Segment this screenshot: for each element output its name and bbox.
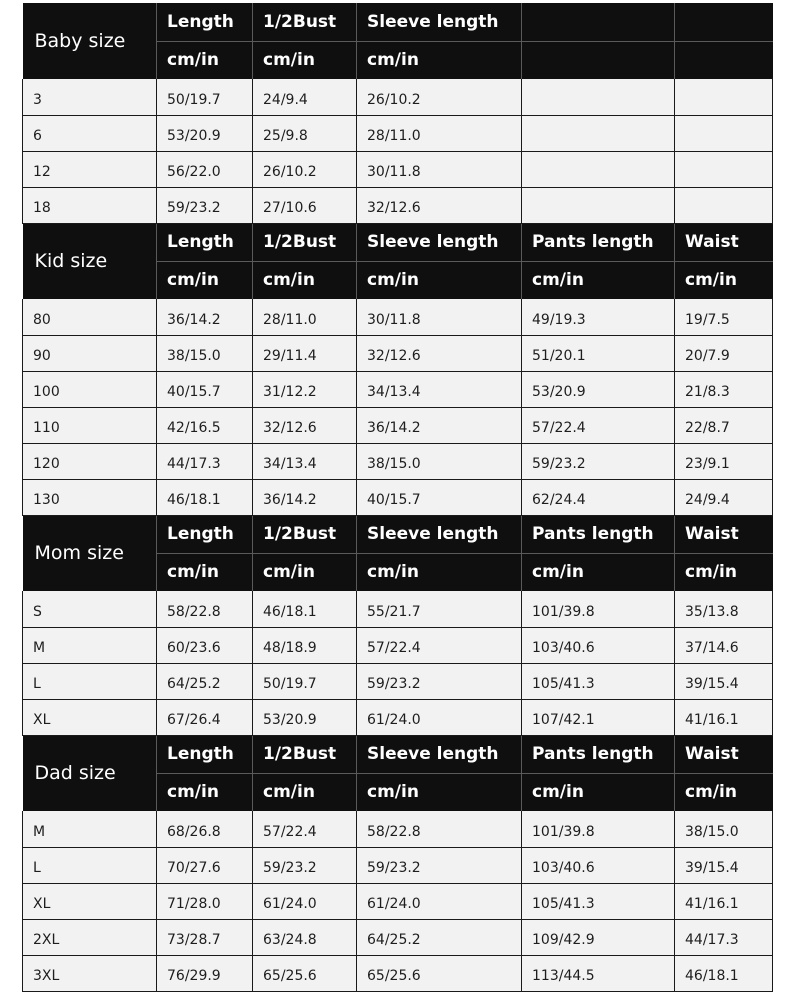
measurement-cell: 57/22.4 <box>357 627 522 663</box>
unit-header: cm/in <box>522 553 675 591</box>
measurement-cell: 36/14.2 <box>253 479 357 515</box>
measurement-cell: 51/20.1 <box>522 335 675 371</box>
size-label-cell: 3 <box>23 79 157 115</box>
measurement-cell: 29/11.4 <box>253 335 357 371</box>
unit-header: cm/in <box>357 261 522 299</box>
measurement-cell: 21/8.3 <box>675 371 773 407</box>
measurement-cell: 19/7.5 <box>675 299 773 335</box>
measurement-cell: 76/29.9 <box>157 955 253 991</box>
measurement-cell: 61/24.0 <box>253 883 357 919</box>
column-header: 1/2Bust <box>253 735 357 773</box>
measurement-cell <box>522 115 675 151</box>
measurement-cell <box>675 187 773 223</box>
unit-header: cm/in <box>675 773 773 811</box>
measurement-cell: 34/13.4 <box>357 371 522 407</box>
size-chart-table <box>22 3 773 992</box>
measurement-cell <box>522 151 675 187</box>
measurement-cell: 30/11.8 <box>357 151 522 187</box>
table-row <box>23 663 773 699</box>
table-row <box>23 79 773 115</box>
column-header: Sleeve length <box>357 515 522 553</box>
table-row <box>23 335 773 371</box>
size-label-cell: 6 <box>23 115 157 151</box>
measurement-cell: 40/15.7 <box>357 479 522 515</box>
measurement-cell: 38/15.0 <box>157 335 253 371</box>
measurement-cell <box>522 187 675 223</box>
unit-header: cm/in <box>253 553 357 591</box>
measurement-cell: 50/19.7 <box>253 663 357 699</box>
size-label-cell: 2XL <box>23 919 157 955</box>
table-row <box>23 847 773 883</box>
column-header: 1/2Bust <box>253 515 357 553</box>
table-row <box>23 919 773 955</box>
size-label-cell: L <box>23 663 157 699</box>
measurement-cell: 55/21.7 <box>357 591 522 627</box>
column-header: Waist <box>675 223 773 261</box>
table-row <box>23 883 773 919</box>
measurement-cell: 37/14.6 <box>675 627 773 663</box>
unit-header: cm/in <box>522 773 675 811</box>
measurement-cell: 38/15.0 <box>357 443 522 479</box>
measurement-cell: 24/9.4 <box>675 479 773 515</box>
measurement-cell: 31/12.2 <box>253 371 357 407</box>
measurement-cell: 39/15.4 <box>675 663 773 699</box>
table-row <box>23 371 773 407</box>
table-row <box>23 699 773 735</box>
measurement-cell: 28/11.0 <box>357 115 522 151</box>
column-header: 1/2Bust <box>253 223 357 261</box>
measurement-cell <box>522 79 675 115</box>
measurement-cell: 62/24.4 <box>522 479 675 515</box>
column-header: Pants length <box>522 515 675 553</box>
table-row <box>23 187 773 223</box>
size-label-cell: 80 <box>23 299 157 335</box>
measurement-cell: 105/41.3 <box>522 663 675 699</box>
column-header: Length <box>157 223 253 261</box>
measurement-cell: 61/24.0 <box>357 699 522 735</box>
table-row <box>23 151 773 187</box>
measurement-cell: 40/15.7 <box>157 371 253 407</box>
measurement-cell: 65/25.6 <box>357 955 522 991</box>
size-chart-body <box>23 3 773 991</box>
measurement-cell: 34/13.4 <box>253 443 357 479</box>
column-header: Waist <box>675 735 773 773</box>
measurement-cell: 58/22.8 <box>157 591 253 627</box>
measurement-cell: 36/14.2 <box>157 299 253 335</box>
measurement-cell: 59/23.2 <box>357 847 522 883</box>
unit-header: cm/in <box>253 261 357 299</box>
measurement-cell: 101/39.8 <box>522 591 675 627</box>
measurement-cell: 70/27.6 <box>157 847 253 883</box>
measurement-cell: 20/7.9 <box>675 335 773 371</box>
measurement-cell: 105/41.3 <box>522 883 675 919</box>
unit-header: cm/in <box>157 553 253 591</box>
measurement-cell: 46/18.1 <box>253 591 357 627</box>
column-header <box>675 3 773 41</box>
measurement-cell: 60/23.6 <box>157 627 253 663</box>
measurement-cell: 107/42.1 <box>522 699 675 735</box>
unit-header: cm/in <box>357 773 522 811</box>
table-row <box>23 591 773 627</box>
measurement-cell <box>675 115 773 151</box>
measurement-cell: 38/15.0 <box>675 811 773 847</box>
measurement-cell: 39/15.4 <box>675 847 773 883</box>
size-label-cell: S <box>23 591 157 627</box>
size-label-cell: M <box>23 627 157 663</box>
measurement-cell: 25/9.8 <box>253 115 357 151</box>
measurement-cell: 32/12.6 <box>357 335 522 371</box>
unit-header: cm/in <box>357 553 522 591</box>
unit-header: cm/in <box>253 41 357 79</box>
unit-header: cm/in <box>522 261 675 299</box>
size-label-cell: XL <box>23 883 157 919</box>
measurement-cell: 71/28.0 <box>157 883 253 919</box>
measurement-cell: 27/10.6 <box>253 187 357 223</box>
table-row <box>23 115 773 151</box>
measurement-cell: 53/20.9 <box>522 371 675 407</box>
measurement-cell: 59/23.2 <box>357 663 522 699</box>
measurement-cell: 103/40.6 <box>522 847 675 883</box>
measurement-cell: 56/22.0 <box>157 151 253 187</box>
unit-header <box>675 41 773 79</box>
measurement-cell: 59/23.2 <box>253 847 357 883</box>
column-header: Sleeve length <box>357 735 522 773</box>
measurement-cell: 22/8.7 <box>675 407 773 443</box>
size-label-cell: L <box>23 847 157 883</box>
size-label-cell: 130 <box>23 479 157 515</box>
measurement-cell: 58/22.8 <box>357 811 522 847</box>
table-row <box>23 443 773 479</box>
measurement-cell: 109/42.9 <box>522 919 675 955</box>
column-header: Pants length <box>522 223 675 261</box>
measurement-cell: 44/17.3 <box>675 919 773 955</box>
measurement-cell: 67/26.4 <box>157 699 253 735</box>
size-label-cell: 120 <box>23 443 157 479</box>
measurement-cell: 101/39.8 <box>522 811 675 847</box>
table-row <box>23 479 773 515</box>
unit-header: cm/in <box>253 773 357 811</box>
baby-size-header-row <box>23 3 773 41</box>
unit-header: cm/in <box>157 261 253 299</box>
measurement-cell: 30/11.8 <box>357 299 522 335</box>
column-header: Length <box>157 515 253 553</box>
measurement-cell: 63/24.8 <box>253 919 357 955</box>
table-row <box>23 299 773 335</box>
measurement-cell: 53/20.9 <box>157 115 253 151</box>
measurement-cell: 46/18.1 <box>157 479 253 515</box>
size-label-cell: 12 <box>23 151 157 187</box>
size-label-cell: 100 <box>23 371 157 407</box>
measurement-cell <box>675 79 773 115</box>
size-chart <box>22 3 772 992</box>
size-label-cell: 18 <box>23 187 157 223</box>
measurement-cell: 24/9.4 <box>253 79 357 115</box>
column-header <box>522 3 675 41</box>
measurement-cell: 53/20.9 <box>253 699 357 735</box>
measurement-cell: 59/23.2 <box>157 187 253 223</box>
measurement-cell: 44/17.3 <box>157 443 253 479</box>
unit-header: cm/in <box>157 773 253 811</box>
size-label-cell: XL <box>23 699 157 735</box>
mom-size-header-row <box>23 515 773 553</box>
measurement-cell: 26/10.2 <box>357 79 522 115</box>
unit-header: cm/in <box>357 41 522 79</box>
measurement-cell: 41/16.1 <box>675 883 773 919</box>
unit-header: cm/in <box>157 41 253 79</box>
measurement-cell: 57/22.4 <box>253 811 357 847</box>
measurement-cell: 32/12.6 <box>253 407 357 443</box>
measurement-cell: 26/10.2 <box>253 151 357 187</box>
table-row <box>23 627 773 663</box>
unit-header <box>522 41 675 79</box>
column-header: Sleeve length <box>357 3 522 41</box>
section-title: Dad size <box>23 735 157 811</box>
column-header: Length <box>157 3 253 41</box>
measurement-cell: 64/25.2 <box>157 663 253 699</box>
column-header: Pants length <box>522 735 675 773</box>
measurement-cell: 36/14.2 <box>357 407 522 443</box>
section-title: Baby size <box>23 3 157 79</box>
measurement-cell: 65/25.6 <box>253 955 357 991</box>
table-row <box>23 811 773 847</box>
size-label-cell: M <box>23 811 157 847</box>
kid-size-header-row <box>23 223 773 261</box>
section-title: Kid size <box>23 223 157 299</box>
measurement-cell: 73/28.7 <box>157 919 253 955</box>
measurement-cell: 50/19.7 <box>157 79 253 115</box>
measurement-cell: 48/18.9 <box>253 627 357 663</box>
column-header: Waist <box>675 515 773 553</box>
unit-header: cm/in <box>675 261 773 299</box>
size-label-cell: 3XL <box>23 955 157 991</box>
measurement-cell: 46/18.1 <box>675 955 773 991</box>
unit-header: cm/in <box>675 553 773 591</box>
measurement-cell: 41/16.1 <box>675 699 773 735</box>
table-row <box>23 955 773 991</box>
section-title: Mom size <box>23 515 157 591</box>
measurement-cell: 61/24.0 <box>357 883 522 919</box>
measurement-cell: 64/25.2 <box>357 919 522 955</box>
measurement-cell: 32/12.6 <box>357 187 522 223</box>
measurement-cell: 113/44.5 <box>522 955 675 991</box>
column-header: 1/2Bust <box>253 3 357 41</box>
table-row <box>23 407 773 443</box>
measurement-cell: 28/11.0 <box>253 299 357 335</box>
measurement-cell <box>675 151 773 187</box>
column-header: Length <box>157 735 253 773</box>
size-label-cell: 110 <box>23 407 157 443</box>
dad-size-header-row <box>23 735 773 773</box>
measurement-cell: 103/40.6 <box>522 627 675 663</box>
measurement-cell: 35/13.8 <box>675 591 773 627</box>
measurement-cell: 23/9.1 <box>675 443 773 479</box>
measurement-cell: 57/22.4 <box>522 407 675 443</box>
column-header: Sleeve length <box>357 223 522 261</box>
measurement-cell: 49/19.3 <box>522 299 675 335</box>
measurement-cell: 42/16.5 <box>157 407 253 443</box>
size-label-cell: 90 <box>23 335 157 371</box>
measurement-cell: 59/23.2 <box>522 443 675 479</box>
measurement-cell: 68/26.8 <box>157 811 253 847</box>
